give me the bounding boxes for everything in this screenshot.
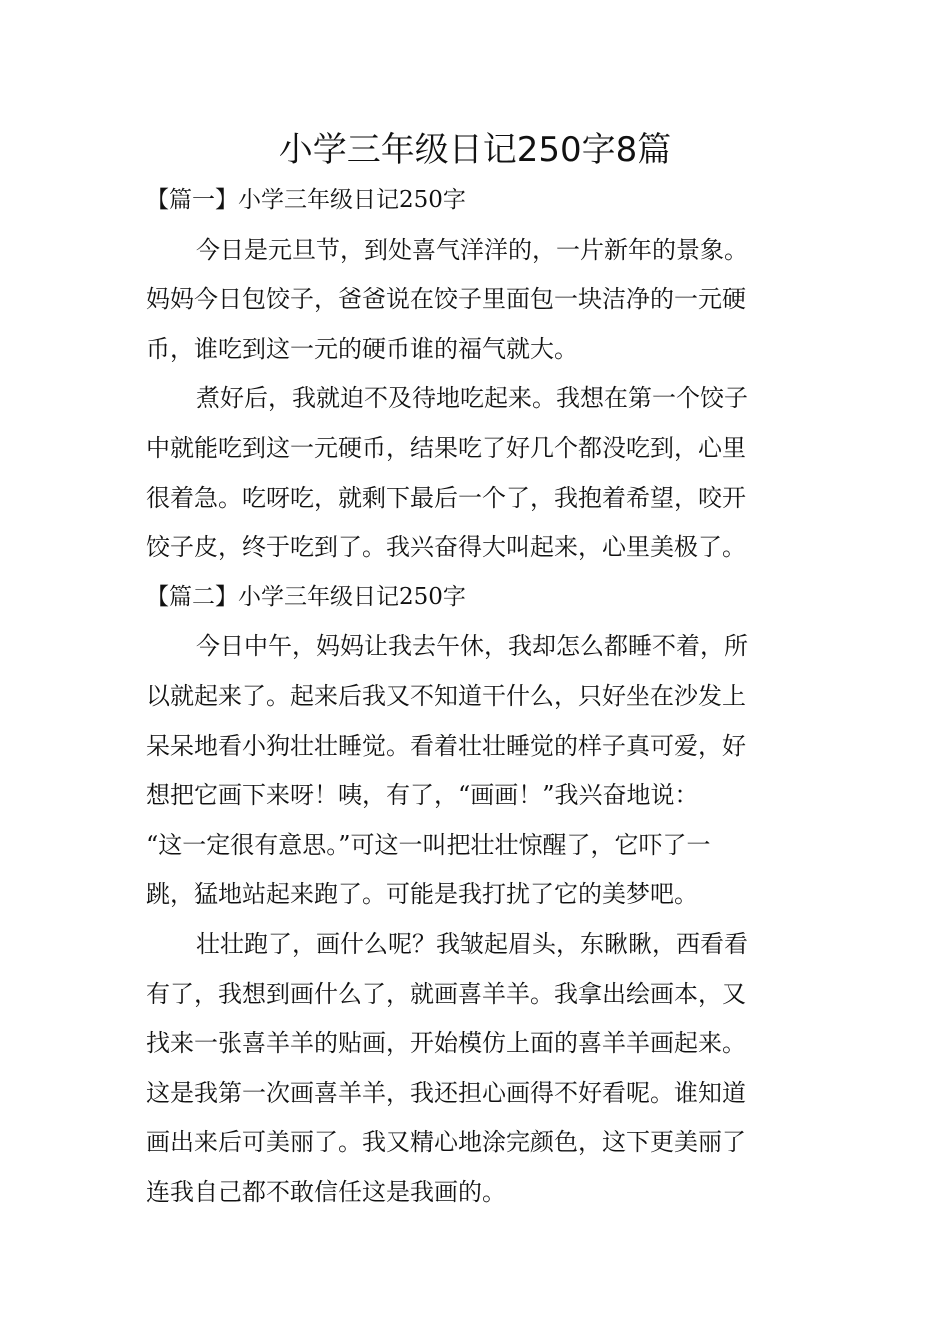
paragraph-line: 很着急。吃呀吃，就剩下最后一个了，我抱着希望，咬开 bbox=[146, 483, 746, 512]
paragraph-line: “这一定很有意思。”可这一叫把壮壮惊醒了，它吓了一 bbox=[146, 830, 711, 859]
section-heading: 【篇一】小学三年级日记250字 bbox=[146, 187, 466, 213]
paragraph-line: 以就起来了。起来后我又不知道干什么，只好坐在沙发上 bbox=[146, 681, 746, 710]
paragraph-line: 今日是元旦节，到处喜气洋洋的，一片新年的景象。 bbox=[196, 235, 748, 264]
paragraph-line: 有了，我想到画什么了，就画喜羊羊。我拿出绘画本，又 bbox=[146, 979, 746, 1008]
paragraph-line: 这是我第一次画喜羊羊，我还担心画得不好看呢。谁知道 bbox=[146, 1078, 746, 1107]
document-title: 小学三年级日记250字8篇 bbox=[278, 130, 672, 170]
paragraph-line: 饺子皮，终于吃到了。我兴奋得大叫起来，心里美极了。 bbox=[146, 533, 746, 562]
paragraph-line: 妈妈今日包饺子，爸爸说在饺子里面包一块洁净的一元硬 bbox=[146, 285, 746, 314]
paragraph-line: 想把它画下来呀！咦，有了，“画画！”我兴奋地说： bbox=[146, 781, 699, 810]
paragraph-line: 中就能吃到这一元硬币，结果吃了好几个都没吃到，心里 bbox=[146, 433, 746, 462]
section-heading: 【篇二】小学三年级日记250字 bbox=[146, 583, 466, 610]
paragraph-line: 呆呆地看小狗壮壮睡觉。看着壮壮睡觉的样子真可爱，好 bbox=[146, 731, 746, 760]
paragraph-line: 连我自己都不敢信任这是我画的。 bbox=[146, 1177, 506, 1206]
paragraph-line: 币，谁吃到这一元的硬币谁的福气就大。 bbox=[146, 334, 578, 363]
paragraph-line: 煮好后，我就迫不及待地吃起来。我想在第一个饺子 bbox=[196, 384, 748, 413]
document-body bbox=[146, 176, 806, 1217]
paragraph-line: 今日中午，妈妈让我去午休，我却怎么都睡不着，所 bbox=[196, 632, 748, 661]
paragraph-line: 找来一张喜羊羊的贴画，开始模仿上面的喜羊羊画起来。 bbox=[146, 1029, 746, 1058]
paragraph-line: 跳，猛地站起来跑了。可能是我打扰了它的美梦吧。 bbox=[146, 880, 698, 909]
paragraph-line: 壮壮跑了，画什么呢？我皱起眉头，东瞅瞅，西看看 bbox=[196, 929, 748, 958]
paragraph-line: 画出来后可美丽了。我又精心地涂完颜色，这下更美丽了 bbox=[146, 1128, 746, 1157]
